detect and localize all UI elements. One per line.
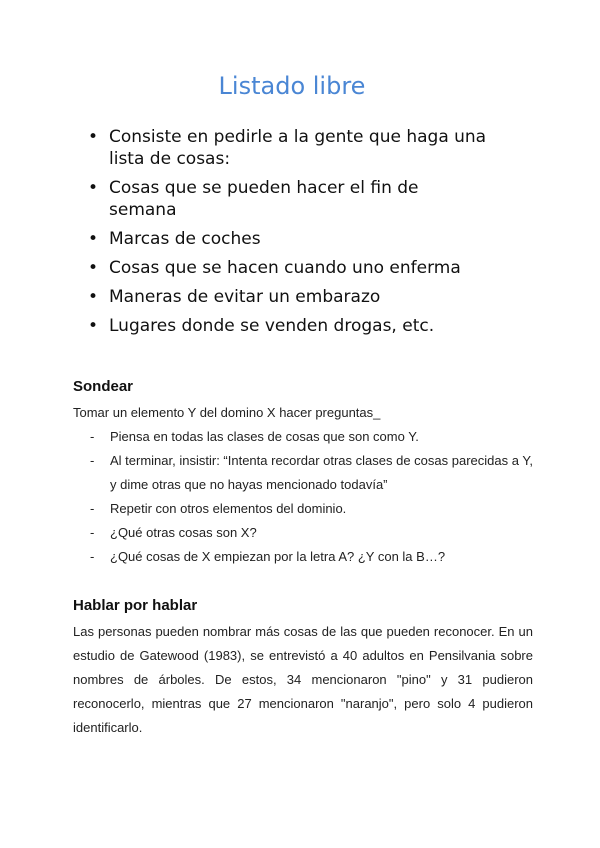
dash-icon: -: [90, 429, 95, 444]
list-item: [73, 545, 533, 569]
sondear-intro: Tomar un elemento Y del domino X hacer preguntas_: [73, 405, 381, 420]
list-item-text: Repetir con otros elementos del dominio.: [110, 501, 347, 516]
list-item: [73, 497, 533, 521]
bullet-icon: •: [88, 258, 99, 278]
slide-bullet-item: [88, 257, 488, 279]
slide-bullet-item: [88, 177, 488, 221]
dash-icon: -: [90, 453, 95, 468]
slide-bullet-item: [88, 286, 488, 308]
list-item-text: Al terminar, insistir: “Intenta recordar otras clases de cosas parecidas a Y, y dime otras que no hayas mencionado todavía”: [110, 453, 533, 492]
slide-bullet-text: Consiste en pedirle a la gente que haga una lista de cosas:: [109, 127, 487, 169]
slide-bullet-item: [88, 315, 488, 337]
slide-bullet-text: Cosas que se pueden hacer el fin de semana: [109, 178, 419, 220]
bullet-icon: •: [88, 178, 99, 198]
slide-bullet-text: Lugares donde se venden drogas, etc.: [109, 316, 435, 336]
hablar-paragraph: Las personas pueden nombrar más cosas de las que pueden reconocer. En un estudio de Gatewood (1983), se entrevistó a 40 adultos en Pensilvania sobre nombres de árboles. De estos, 34 mencionaron "pino" y 31 pudieron reconocerlo, mientras que 27 mencionaron "naranjo", pero solo 4 pudieron identificarlo.: [73, 624, 533, 735]
bullet-icon: •: [88, 316, 99, 336]
slide-bullet-text: Marcas de coches: [109, 229, 261, 249]
slide-bullet-list: [88, 126, 488, 344]
slide-bullet-item: [88, 126, 488, 170]
slide-bullet-text: Cosas que se hacen cuando uno enferma: [109, 258, 461, 278]
list-item: [73, 425, 533, 449]
sondear-list: [73, 425, 533, 569]
list-item-text: ¿Qué otras cosas son X?: [110, 525, 257, 540]
hablar-heading: Hablar por hablar: [73, 597, 198, 614]
slide-title: Listado libre: [218, 72, 366, 100]
dash-icon: -: [90, 525, 95, 540]
list-item-text: Piensa en todas las clases de cosas que son como Y.: [110, 429, 419, 444]
slide-bullet-text: Maneras de evitar un embarazo: [109, 287, 381, 307]
dash-icon: -: [90, 501, 95, 516]
hablar-section: [73, 596, 533, 740]
bullet-icon: •: [88, 127, 99, 147]
slide-bullet-item: [88, 228, 488, 250]
dash-icon: -: [90, 549, 95, 564]
bullet-icon: •: [88, 287, 99, 307]
list-item-text: ¿Qué cosas de X empiezan por la letra A? ¿Y con la B…?: [110, 549, 446, 564]
list-item: [73, 449, 533, 497]
list-item: [73, 521, 533, 545]
bullet-icon: •: [88, 229, 99, 249]
sondear-section: [73, 377, 533, 569]
sondear-heading: Sondear: [73, 378, 134, 395]
